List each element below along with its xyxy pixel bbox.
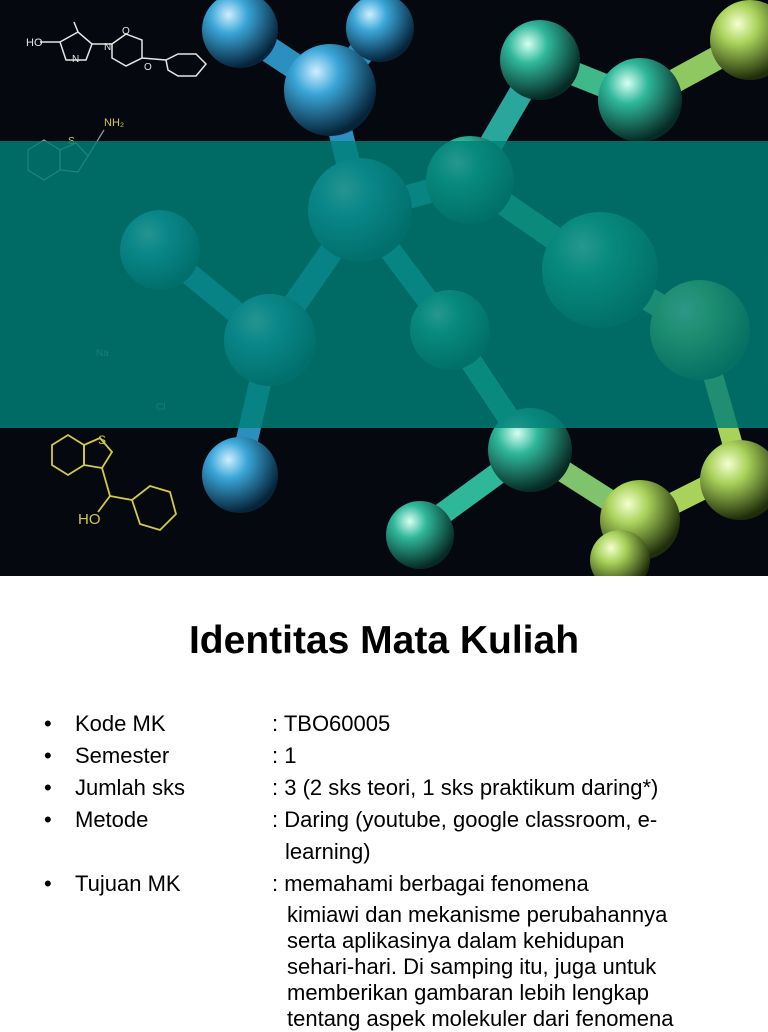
- list-item-semester: [44, 740, 744, 772]
- list-item-metode: [44, 804, 744, 836]
- description-line: tentang aspek molekuler dari fenomena: [287, 1006, 674, 1031]
- skeletal-formula-bottom: [52, 435, 176, 530]
- formula-label-s-bottom: S: [98, 433, 107, 447]
- list-item-metode-continuation: [44, 836, 744, 868]
- description-line: kimiawi dan mekanisme perubahannya: [287, 902, 668, 927]
- slide-title: Identitas Mata Kuliah: [188, 619, 580, 662]
- item-value: : 3 (2 sks teori, 1 sks praktikum daring*): [272, 775, 659, 800]
- course-identity-list: [44, 708, 744, 1032]
- formula-label-n2: N: [104, 42, 112, 53]
- formula-label-ho-bottom: HO: [78, 511, 101, 528]
- item-value-continuation: learning): [285, 839, 371, 864]
- bullet: •: [44, 807, 52, 832]
- bullet: •: [44, 743, 52, 768]
- description-line: memberikan gambaran lebih lengkap: [287, 980, 649, 1005]
- item-value: : TBO60005: [272, 711, 391, 736]
- list-item-tujuan-mk: [44, 868, 744, 900]
- formula-label-ho: HO: [26, 37, 43, 49]
- teal-title-band: [0, 141, 768, 428]
- bullet: •: [44, 711, 52, 736]
- description-line: sehari-hari. Di samping itu, juga untuk: [287, 954, 657, 979]
- description-line: serta aplikasinya dalam kehidupan: [287, 928, 625, 953]
- item-value: : Daring (youtube, google classroom, e-: [272, 807, 658, 832]
- formula-label-o: O: [144, 62, 152, 73]
- formula-label-o2: O: [122, 26, 130, 37]
- tujuan-description: [44, 902, 744, 1032]
- item-label: Jumlah sks: [75, 775, 186, 800]
- item-label: Tujuan MK: [75, 871, 181, 896]
- item-label: Kode MK: [75, 711, 166, 736]
- formula-label-nh2: NH₂: [104, 117, 125, 129]
- item-value: : 1: [272, 743, 297, 768]
- formula-label-n: N: [72, 54, 80, 65]
- list-item-jumlah-sks: [44, 772, 744, 804]
- item-label: Metode: [75, 807, 149, 832]
- item-label: Semester: [75, 743, 170, 768]
- bullet: •: [44, 775, 52, 800]
- bullet: •: [44, 871, 52, 896]
- item-value: : memahami berbagai fenomena: [272, 871, 589, 896]
- list-item-kode-mk: [44, 708, 744, 740]
